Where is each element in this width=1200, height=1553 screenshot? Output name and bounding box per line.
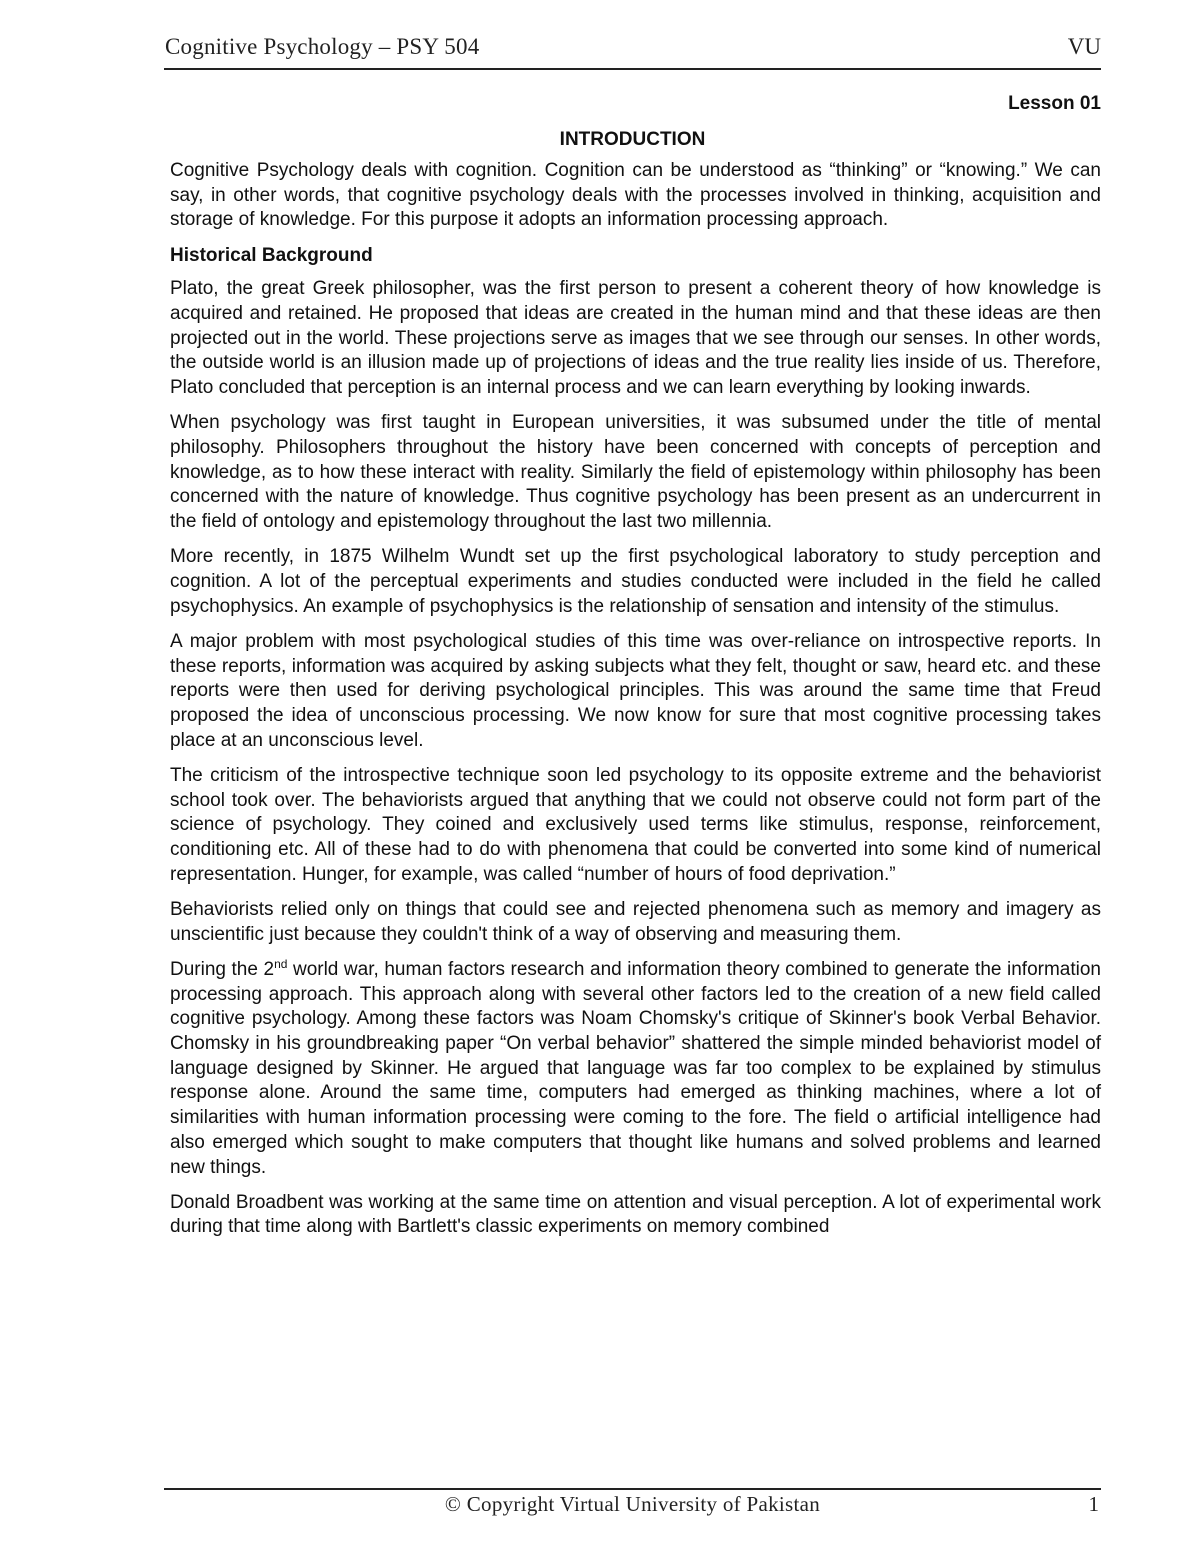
header-course-title: Cognitive Psychology – PSY 504: [165, 34, 480, 59]
header-divider: [164, 68, 1101, 70]
body-paragraph: When psychology was first taught in European universities, it was subsumed under the title of mental philosophy. Philosophers throughout the history have been concerned with concepts of perception and knowledge, as to how these interact with reality. Similarly the field of epistemology within philosophy has been concerned with the nature of knowledge. Thus cognitive psychology has been present as an undercurrent in the field of ontology and epistemology throughout the last two millennia.: [170, 412, 1101, 533]
page-title: INTRODUCTION: [559, 129, 706, 150]
war-paragraph-rest: world war, human factors research and information theory combined to generate the information processing approach. This approach along with several other factors led to the creation of a new field called cognitive psychology. Among these factors was Noam Chomsky's critique of Skinner's book Verbal Behavior. Chomsky in his groundbreaking paper “On verbal behavior” shattered the simple minded behaviorist model of language designed by Skinner. He argued that language was far too complex to be explained by stimulus response alone. Around the same time, computers had emerged as thinking machines, where a lot of similarities with human information processing were coming to the fore. The field o artificial intelligence had also emerged which sought to make computers that thought like humans and solved problems and learned new things.: [170, 958, 1101, 1178]
footer-copyright: © Copyright Virtual University of Pakistan: [444, 1492, 821, 1516]
page-footer: [164, 1492, 1101, 1522]
header-institution: VU: [1067, 34, 1101, 59]
page-header: [164, 34, 1101, 68]
war-paragraph-start: During the 2: [170, 958, 275, 980]
body-paragraph: Behaviorists relied only on things that could see and rejected phenomena such as memory and imagery as unscientific just because they couldn't think of a way of observing and measuring them.: [170, 898, 1101, 945]
body-paragraph: Donald Broadbent was working at the same time on attention and visual perception. A lot of experimental work during that time along with Bartlett's classic experiments on memory combined: [170, 1191, 1101, 1238]
lesson-label: Lesson 01: [1008, 93, 1101, 114]
body-paragraph: Plato, the great Greek philosopher, was the first person to present a coherent theory of how knowledge is acquired and retained. He proposed that ideas are created in the human mind and that these ideas are then projected out in the world. These projections serve as images that we see through our senses. In other words, the outside world is an illusion made up of projections of ideas and the true reality lies inside of us. Therefore, Plato concluded that perception is an internal process and we can learn everything by looking inwards.: [170, 278, 1101, 399]
section-heading: Historical Background: [170, 244, 373, 266]
body-paragraph: The criticism of the introspective technique soon led psychology to its opposite extreme and the behaviorist school took over. The behaviorists argued that anything that we could not observe could not form part of the science of psychology. They coined and exclusively used terms like stimulus, response, reinforcement, conditioning etc. All of these had to do with phenomena that could be converted into some kind of numerical representation. Hunger, for example, was called “number of hours of food deprivation.”: [170, 764, 1101, 885]
war-paragraph: [170, 958, 1101, 1180]
ordinal-suffix: nd: [274, 956, 288, 971]
page-number: 1: [1088, 1492, 1099, 1516]
intro-paragraph: Cognitive Psychology deals with cognition. Cognition can be understood as “thinking” or “knowing.” We can say, in other words, that cognitive psychology deals with the processes involved in thinking, acquisition and storage of knowledge. For this purpose it adopts an information processing approach.: [170, 160, 1101, 231]
body-paragraph: A major problem with most psychological studies of this time was over-reliance on introspective reports. In these reports, information was acquired by asking subjects what they felt, thought or saw, heard etc. and these reports were then used for deriving psychological principles. This was around the same time that Freud proposed the idea of unconscious processing. We now know for sure that most cognitive processing takes place at an unconscious level.: [170, 630, 1101, 751]
document-body: [170, 159, 1101, 1251]
footer-divider: [164, 1488, 1101, 1490]
body-paragraph: More recently, in 1875 Wilhelm Wundt set up the first psychological laboratory to study perception and cognition. A lot of the perceptual experiments and studies conducted were included in the field he called psychophysics. An example of psychophysics is the relationship of sensation and intensity of the stimulus.: [170, 546, 1101, 617]
